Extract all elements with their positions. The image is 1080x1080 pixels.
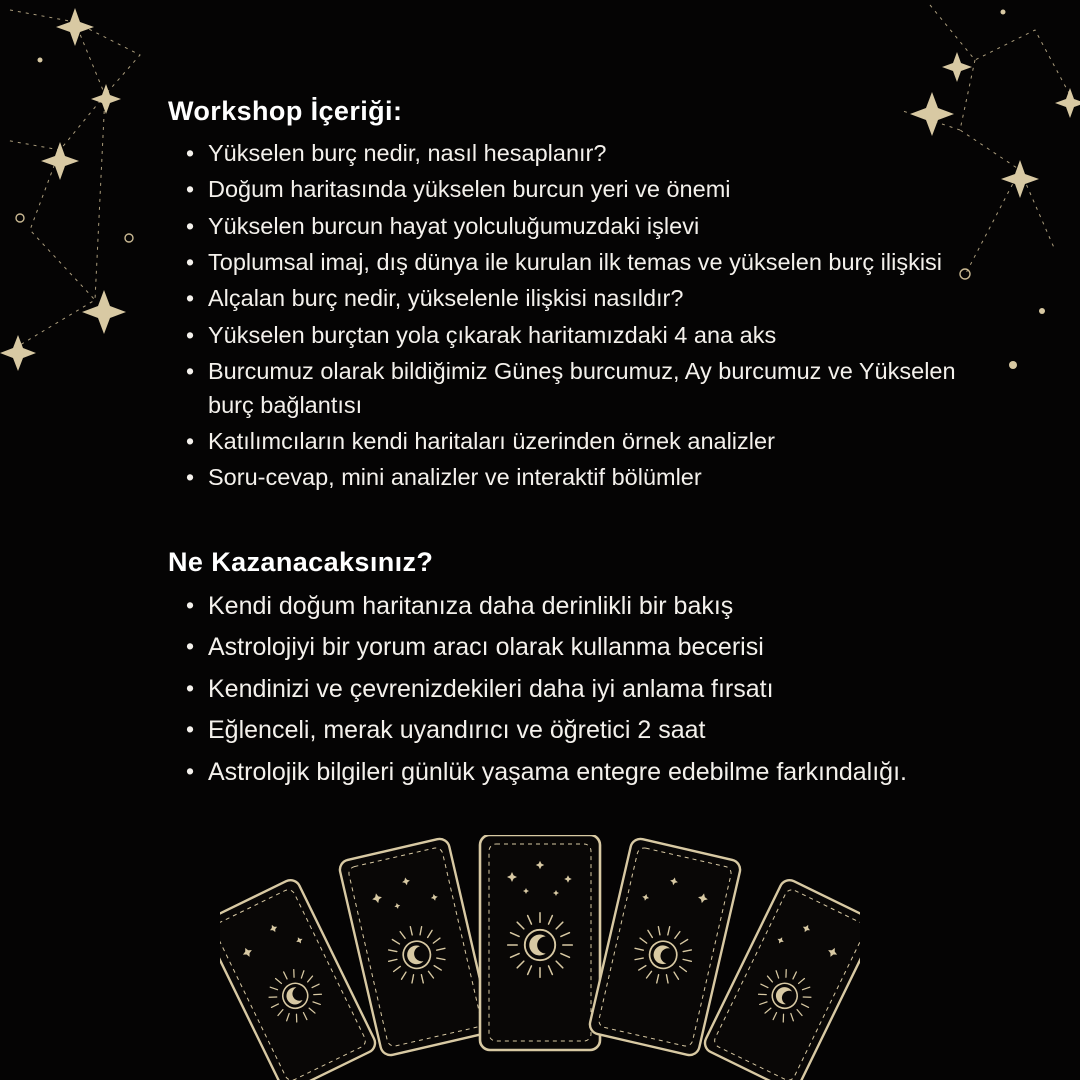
- list-item: • Astrolojik bilgileri günlük yaşama entegre edebilme farkındalığı.: [168, 754, 998, 792]
- list-item: • Soru-cevap, mini analizler ve interaktif bölümler: [168, 461, 998, 494]
- list-item: • Kendinizi ve çevrenizdekileri daha iyi anlama fırsatı: [168, 671, 998, 709]
- list-item: • Yükselen burç nedir, nasıl hesaplanır?: [168, 137, 998, 170]
- content-area: [168, 96, 998, 795]
- benefits-section: [168, 547, 998, 792]
- workshop-content-list: [168, 137, 998, 495]
- list-item: • Astrolojiyi bir yorum aracı olarak kullanma becerisi: [168, 629, 998, 667]
- list-item: • Yükselen burçtan yola çıkarak haritamızdaki 4 ana aks: [168, 319, 998, 352]
- section-title-benefits: Ne Kazanacaksınız?: [168, 546, 434, 577]
- page-title: Workshop İçeriği:: [168, 96, 403, 126]
- list-item: • Toplumsal imaj, dış dünya ile kurulan ilk temas ve yükselen burç ilişkisi: [168, 246, 998, 279]
- list-item: • Kendi doğum haritanıza daha derinlikli bir bakış: [168, 588, 998, 626]
- list-item: • Eğlenceli, merak uyandırıcı ve öğretici 2 saat: [168, 712, 998, 750]
- list-item: • Doğum haritasında yükselen burcun yeri ve önemi: [168, 173, 998, 206]
- list-item: • Burcumuz olarak bildiğimiz Güneş burcumuz, Ay burcumuz ve Yükselen burç bağlantısı: [168, 355, 998, 422]
- tarot-cards-illustration: [0, 835, 1080, 1080]
- list-item: • Katılımcıların kendi haritaları üzerinden örnek analizler: [168, 425, 998, 458]
- benefits-list: [168, 588, 998, 792]
- list-item: • Alçalan burç nedir, yükselenle ilişkisi nasıldır?: [168, 282, 998, 315]
- list-item: • Yükselen burcun hayat yolculuğumuzdaki işlevi: [168, 210, 998, 243]
